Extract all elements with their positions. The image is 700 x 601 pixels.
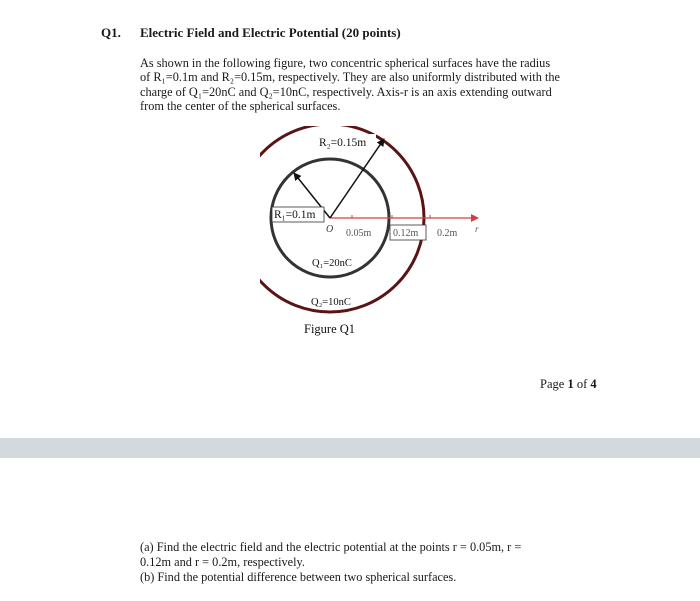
r2-radius-arrow (330, 139, 384, 218)
part-a-line2: 0.12m and r = 0.2m, respectively. (140, 555, 305, 569)
question-title: Electric Field and Electric Potential (20 points) (140, 25, 401, 40)
page-current: 1 (567, 377, 574, 391)
question-parts (140, 540, 610, 585)
question-description (140, 56, 610, 114)
figure-caption: Figure Q1 (304, 322, 356, 336)
q1-label: Q₁=20nC (312, 258, 352, 269)
description-line: As shown in the following figure, two concentric spherical surfaces have the radius (140, 56, 551, 70)
tick-label-0.2: 0.2m (437, 228, 458, 239)
q2-label: Q₂=10nC (311, 297, 351, 308)
page-prefix: Page (540, 377, 568, 391)
part-a-line1: (a) Find the electric field and the electric potential at the points r = 0.05m, r = (140, 540, 522, 554)
r2-label: R₂=0.15m (319, 137, 367, 149)
part-b: (b) Find the potential difference between two spherical surfaces. (140, 570, 457, 584)
page-number (540, 377, 597, 392)
description-line: charge of Q₁=20nC and Q₂=10nC, respectively. Axis-r is an axis extending outward (140, 84, 552, 99)
tick-label-0.12: 0.12m (393, 228, 419, 239)
r1-label: R₁=0.1m (274, 209, 316, 221)
figure-svg (260, 126, 500, 340)
figure-q1 (260, 126, 500, 340)
page-separator (0, 438, 700, 458)
page-middle: of (573, 377, 591, 391)
tick-label-0.05: 0.05m (346, 228, 372, 239)
r-axis-label: r (475, 224, 479, 234)
page-total: 4 (590, 377, 597, 391)
question-number: Q1. (101, 25, 121, 40)
description-line: from the center of the spherical surfaces. (140, 99, 341, 114)
description-line: of R₁=0.1m and R₂=0.15m, respectively. They are also uniformly distributed with the (140, 70, 560, 85)
origin-label: O (326, 224, 334, 235)
